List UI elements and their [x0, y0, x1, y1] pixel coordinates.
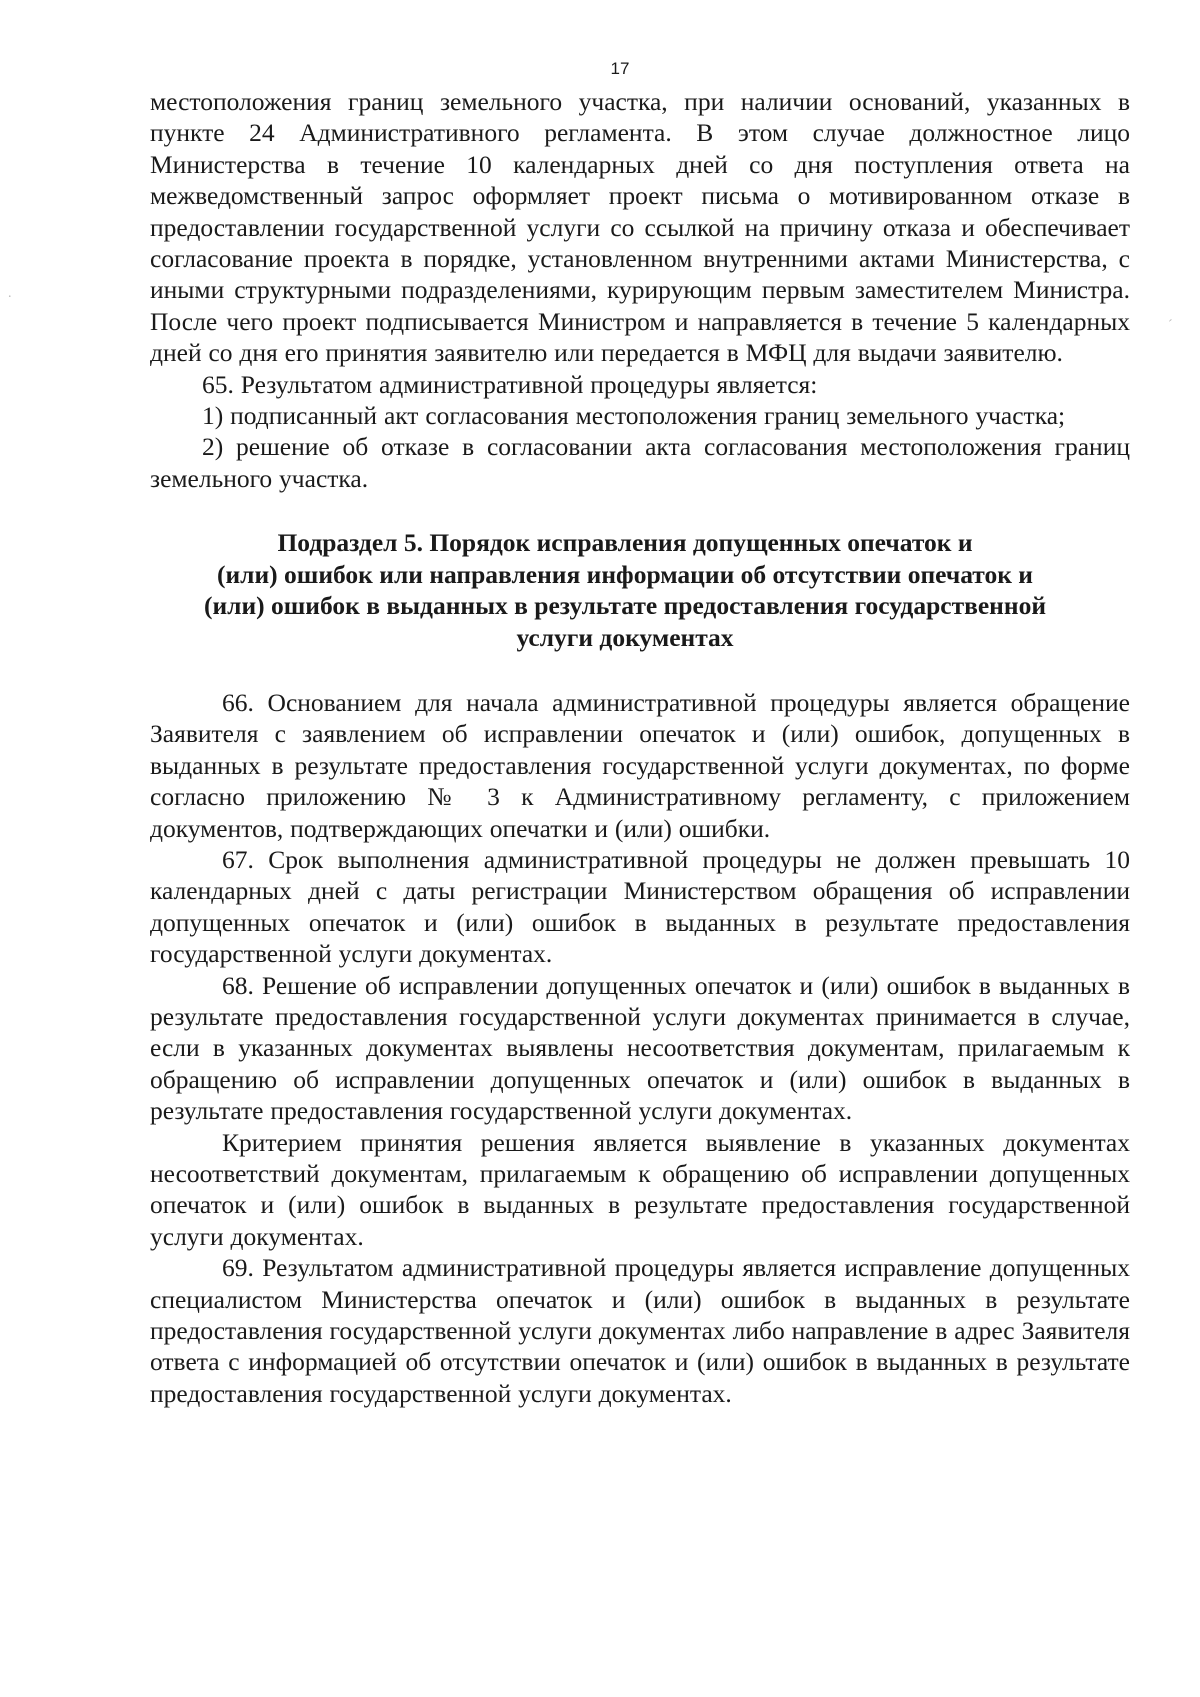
paragraph-69: 69. Результатом административной процедуры является исправление допущенных специалистом Министерства опечаток и (или) ошибок в выданных в результате предоставления государственной услуги документах либо направление в адрес Заявителя ответа с информацией об отсутствии опечаток и (или) ошибок в выданных в результате предоставления государственной услуги документах. — [150, 1253, 1130, 1408]
paragraph-66: 66. Основанием для начала административной процедуры является обращение Заявителя с заявлением об исправлении опечаток и (или) ошибок, допущенных в выданных в результате предоставления государственной услуги документах, по форме согласно приложению № 3 к Административному регламенту, с приложением документов, подтверждающих опечатки и (или) ошибки. — [150, 687, 1130, 843]
paragraph-65-item-1: 1) подписанный акт согласования местоположения границ земельного участка; — [202, 401, 1066, 431]
paragraph-criterion: Критерием принятия решения является выявление в указанных документах несоответствий документам, прилагаемым к обращению об исправлении допущенных опечаток и (или) ошибок в выданных в результате предоставления государственной услуги документах. — [150, 1127, 1130, 1251]
scan-artifact: ˊ — [1168, 318, 1173, 333]
paragraph-65: 65. Результатом административной процедуры является: — [202, 369, 818, 399]
section-heading — [150, 527, 1100, 653]
paragraph-67: 67. Срок выполнения административной процедуры не должен превышать 10 календарных дней с даты регистрации Министерством обращения об исправлении допущенных опечаток и (или) ошибок в выданных в результате предоставления государственной услуги документах. — [150, 844, 1130, 969]
heading-line: Подраздел 5. Порядок исправления допущенных опечаток и — [277, 528, 973, 558]
paragraph-continuation: местоположения границ земельного участка, при наличии оснований, указанных в пункте 24 Административного регламента. В этом случае должностное лицо Министерства в течение 10 календарных дней со дня поступления ответа на межведомственный запрос оформляет проект письма о мотивированном отказе в предоставлении государственной услуги со ссылкой на причину отказа и обеспечивает согласование проекта в порядке, установленном внутренними актами Министерства, с иными структурными подразделениями, курирующим первым заместителем Министра. После чего проект подписывается Министром и направляется в течение 5 календарных дней со дня его принятия заявителю или передается в МФЦ для выдачи заявителю. — [150, 87, 1130, 368]
heading-line: (или) ошибок в выданных в результате предоставления государственной — [203, 591, 1047, 621]
document-page — [150, 58, 1130, 1409]
heading-line: услуги документах — [516, 622, 734, 652]
paragraph-68: 68. Решение об исправлении допущенных опечаток и (или) ошибок в выданных в результате предоставления государственной услуги документах принимается в случае, если в указанных документах выявлены несоответствия документам, прилагаемым к обращению об исправлении допущенных опечаток и (или) ошибок в выданных в результате предоставления государственной услуги документах. — [150, 970, 1130, 1126]
heading-line: (или) ошибок или направления информации об отсутствии опечаток и — [217, 559, 1033, 589]
page-number: 17 — [610, 59, 630, 78]
scan-artifact: . — [8, 286, 12, 301]
paragraph-65-item-2: 2) решение об отказе в согласовании акта согласования местоположения границ земельного участка. — [150, 432, 1130, 493]
